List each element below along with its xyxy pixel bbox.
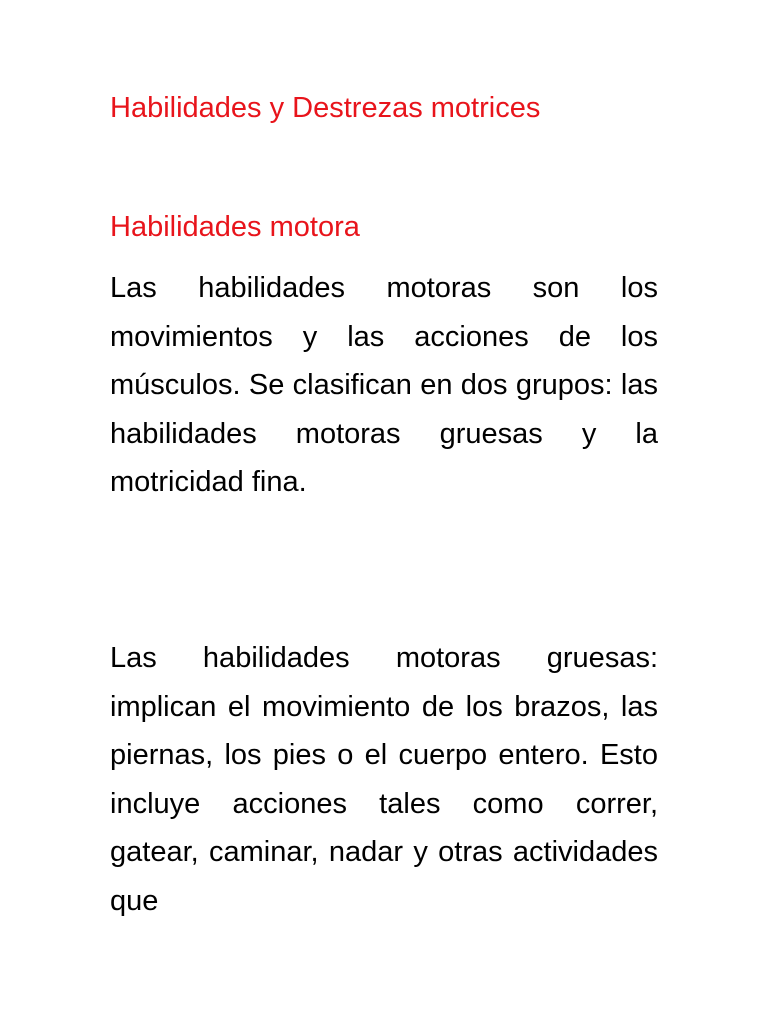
- paragraph-intro: Las habilidades motoras son los movimientos y las acciones de los músculos. Se clasifican en dos grupos: las habilidades motoras gruesas y la motricidad fina.: [110, 272, 658, 498]
- section-heading: Habilidades motora: [110, 211, 360, 243]
- paragraph-gross-motor: Las habilidades motoras gruesas: implican el movimiento de los brazos, las piernas, los pies o el cuerpo entero. Esto incluye acciones tales como correr, gatear, caminar, nadar y otras actividades que: [110, 642, 658, 917]
- document-title: Habilidades y Destrezas motrices: [110, 92, 541, 124]
